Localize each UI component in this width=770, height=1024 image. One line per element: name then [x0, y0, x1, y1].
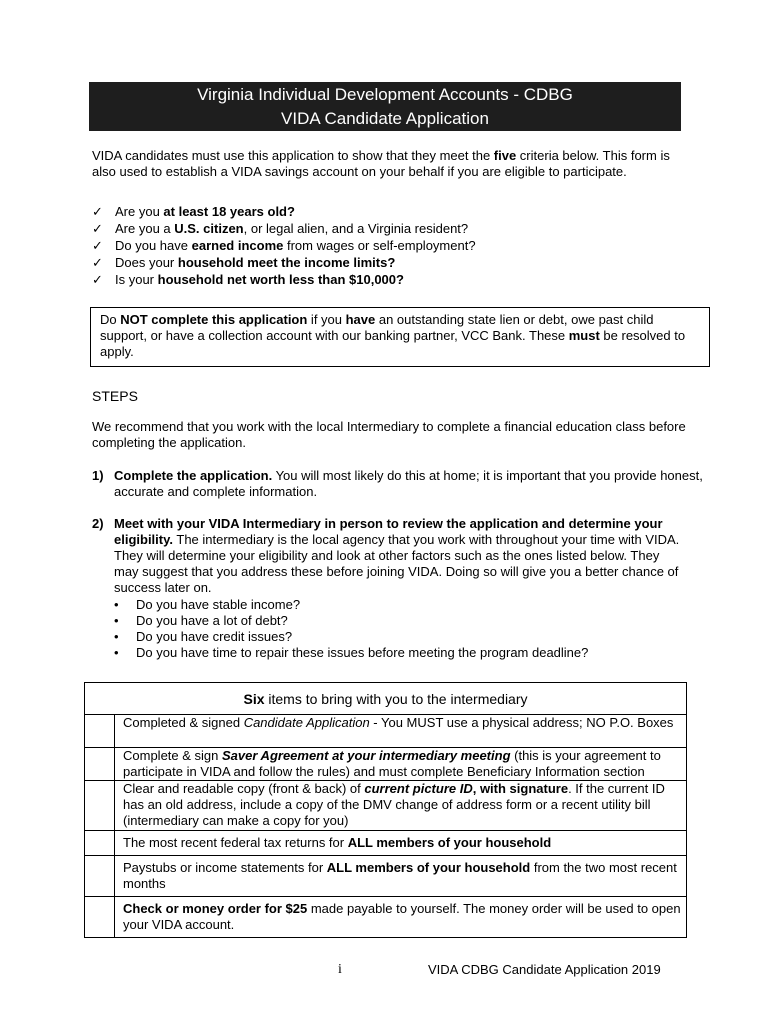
title-banner	[89, 82, 681, 131]
list-item: • Do you have a lot of debt?	[114, 613, 288, 628]
steps-intro: We recommend that you work with the local Intermediary to complete a financial education class before completing the application.	[92, 419, 686, 450]
checkmark-icon: ✓	[92, 272, 103, 287]
table-row	[85, 715, 687, 748]
checkmark-icon: ✓	[92, 221, 103, 236]
criteria-item: ✓ Is your household net worth less than $10,000?	[92, 272, 404, 287]
item-description: The most recent federal tax returns for ALL members of your household	[115, 831, 687, 856]
document-subtitle: VIDA Candidate Application	[281, 109, 489, 128]
list-item: • Do you have credit issues?	[114, 629, 293, 644]
table-row	[85, 897, 687, 938]
eligibility-notice-box: Do NOT complete this application if you have an outstanding state lien or debt, owe past child support, or have a collection account with our banking partner, VCC Bank. These must be resolved to apply.	[90, 307, 710, 367]
checkbox-cell[interactable]	[85, 715, 115, 748]
checkmark-icon: ✓	[92, 204, 103, 219]
bullet-icon: •	[114, 613, 119, 628]
item-description: Clear and readable copy (front & back) of current picture ID, with signature. If the current ID has an old address, include a copy of the DMV change of address form or a recent utility bill (intermediary can make a copy for you)	[115, 781, 687, 831]
bullet-icon: •	[114, 629, 119, 644]
criteria-checklist	[92, 203, 712, 288]
checkbox-cell[interactable]	[85, 781, 115, 831]
intro-paragraph	[92, 148, 692, 180]
table-header-row	[85, 683, 687, 715]
item-description: Check or money order for $25 made payable to yourself. The money order will be used to open your VIDA account.	[115, 897, 687, 938]
step-2-text: Meet with your VIDA Intermediary in person to review the application and determine your eligibility. The intermediary is the local agency that you work with throughout your time with VIDA. They will determine your eligibility and look at other factors such as the ones listed below. They may suggest that you address these before joining VIDA. Doing so will give you a better chance of success later on.	[114, 516, 680, 595]
intro-bold-five: five	[493, 148, 517, 163]
criteria-item: ✓ Does your household meet the income limits?	[92, 255, 396, 270]
steps-heading: STEPS	[92, 388, 138, 404]
table-row	[85, 856, 687, 897]
checkmark-icon: ✓	[92, 238, 103, 253]
table-header: Six items to bring with you to the intermediary	[85, 683, 687, 715]
document-title: Virginia Individual Development Accounts - CDBG	[197, 85, 573, 104]
list-item: • Do you have time to repair these issues before meeting the program deadline?	[114, 645, 589, 660]
bullet-icon: •	[114, 645, 119, 660]
step-1-number: 1)	[92, 468, 104, 483]
table-row	[85, 748, 687, 781]
intro-text-2: criteria below. This form is also used to establish a VIDA savings account on your behalf if you are eligible to participate.	[92, 148, 670, 179]
step-2-number: 2)	[92, 516, 104, 531]
bullet-icon: •	[114, 597, 119, 612]
checkbox-cell[interactable]	[85, 856, 115, 897]
intro-text-1: VIDA candidates must use this application to show that they meet the	[92, 148, 494, 163]
table-row	[85, 831, 687, 856]
table-row	[85, 781, 687, 831]
page-number: i	[338, 962, 342, 977]
item-description: Paystubs or income statements for ALL members of your household from the two most recent months	[115, 856, 687, 897]
criteria-item: ✓ Are you a U.S. citizen, or legal alien, and a Virginia resident?	[92, 221, 469, 236]
checkbox-cell[interactable]	[85, 831, 115, 856]
items-checklist-table	[84, 682, 687, 938]
criteria-item: ✓ Do you have earned income from wages or self-employment?	[92, 238, 476, 253]
checkbox-cell[interactable]	[85, 897, 115, 938]
item-description: Complete & sign Saver Agreement at your intermediary meeting (this is your agreement to participate in VIDA and follow the rules) and must complete Beneficiary Information section	[115, 748, 687, 781]
footer-document-title: VIDA CDBG Candidate Application 2019	[428, 962, 661, 977]
list-item: • Do you have stable income?	[114, 597, 301, 612]
checkbox-cell[interactable]	[85, 748, 115, 781]
step-1-text: Complete the application. You will most likely do this at home; it is important that you provide honest, accurate and complete information.	[114, 468, 703, 499]
eligibility-questions-list	[114, 597, 714, 661]
item-description: Completed & signed Candidate Application - You MUST use a physical address; NO P.O. Boxes	[115, 715, 687, 748]
criteria-item: ✓ Are you at least 18 years old?	[92, 204, 295, 219]
checkmark-icon: ✓	[92, 255, 103, 270]
